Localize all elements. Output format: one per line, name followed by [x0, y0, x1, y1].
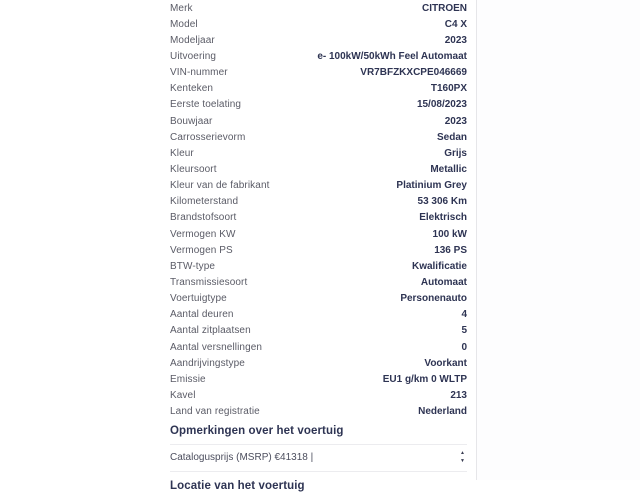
spec-label: Brandstofsoort [170, 212, 237, 224]
spec-value: 2023 [444, 115, 467, 127]
spec-value: EU1 g/km 0 WLTP [382, 373, 467, 385]
comments-text: Catalogusprijs (MSRP) €41318 | [170, 451, 314, 463]
spec-label: Vermogen PS [170, 244, 233, 256]
spec-row [170, 242, 467, 258]
spec-row [170, 145, 467, 161]
spec-row [170, 307, 467, 323]
spec-row [170, 258, 467, 274]
spec-value: 15/08/2023 [416, 99, 467, 111]
spec-value: 213 [450, 389, 467, 401]
spec-label: Carrosserievorm [170, 131, 246, 143]
spec-label: Aandrijvingstype [170, 357, 245, 369]
location-section-heading: Locatie van het voertuig [170, 479, 305, 492]
spec-row [170, 161, 467, 177]
spec-value: Kwalificatie [411, 260, 467, 272]
spec-label: Uitvoering [170, 50, 217, 62]
spec-row [170, 0, 467, 16]
spec-label: Kenteken [170, 83, 214, 95]
spec-label: Aantal versnellingen [170, 341, 263, 353]
spec-label: Kleur van de fabrikant [170, 180, 270, 192]
spec-value: 136 PS [434, 244, 467, 256]
vehicle-details-content [170, 0, 467, 492]
spec-row [170, 371, 467, 387]
spec-row [170, 32, 467, 48]
spec-label: Voertuigtype [170, 293, 227, 305]
spec-row [170, 323, 467, 339]
spec-row [170, 48, 467, 64]
spec-label: VIN-nummer [170, 67, 228, 79]
spec-row [170, 129, 467, 145]
spec-value: 0 [461, 341, 467, 353]
spec-label: Emissie [170, 373, 206, 385]
spec-value: Voorkant [424, 357, 467, 369]
spec-row [170, 291, 467, 307]
spec-value: e- 100kW/50kWh Feel Automaat [317, 50, 467, 62]
spec-row [170, 65, 467, 81]
spec-label: Transmissiesoort [170, 276, 248, 288]
spec-value: T160PX [430, 83, 467, 95]
spec-label: Kilometerstand [170, 196, 239, 208]
spec-row [170, 387, 467, 403]
spec-value: Nederland [418, 406, 467, 418]
spec-row [170, 194, 467, 210]
spec-label: Vermogen KW [170, 228, 236, 240]
spec-row [170, 355, 467, 371]
spec-row [170, 113, 467, 129]
spec-label: Merk [170, 2, 193, 14]
spec-row [170, 81, 467, 97]
scroll-down-icon[interactable]: ▼ [460, 457, 465, 464]
spec-value: CITROEN [422, 2, 467, 14]
spec-label: Kleur [170, 147, 194, 159]
comments-field[interactable] [170, 445, 467, 472]
spec-row [170, 274, 467, 290]
comments-scrollbar[interactable] [460, 451, 465, 464]
spec-value: 4 [461, 309, 467, 321]
spec-value: Grijs [444, 147, 467, 159]
spec-label: Aantal deuren [170, 309, 234, 321]
spec-label: BTW-type [170, 260, 216, 272]
spec-row [170, 210, 467, 226]
spec-row [170, 339, 467, 355]
spec-value: Automaat [420, 276, 467, 288]
comments-section-heading: Opmerkingen over het voertuig [170, 420, 467, 445]
spec-row [170, 16, 467, 32]
spec-row [170, 178, 467, 194]
spec-label: Model [170, 18, 198, 30]
spec-value: Metallic [430, 163, 467, 175]
spec-value: 100 kW [432, 228, 467, 240]
spec-value: 5 [461, 325, 467, 337]
spec-value: Platinium Grey [396, 180, 467, 192]
spec-label: Modeljaar [170, 34, 215, 46]
spec-value: Personenauto [400, 293, 467, 305]
spec-label: Bouwjaar [170, 115, 213, 127]
spec-row [170, 404, 467, 420]
spec-label: Land van registratie [170, 406, 260, 418]
vehicle-spec-table [170, 0, 467, 420]
spec-row [170, 226, 467, 242]
spec-value: 2023 [444, 34, 467, 46]
spec-value: VR7BFZKXCPE046669 [360, 67, 467, 79]
spec-value: C4 X [444, 18, 467, 30]
scroll-up-icon[interactable]: ▲ [460, 449, 465, 456]
spec-value: Sedan [436, 131, 467, 143]
spec-row [170, 97, 467, 113]
spec-label: Eerste toelating [170, 99, 242, 111]
spec-label: Aantal zitplaatsen [170, 325, 251, 337]
spec-label: Kleursoort [170, 163, 217, 175]
spec-label: Kavel [170, 389, 196, 401]
spec-value: 53 306 Km [417, 196, 467, 208]
spec-value: Elektrisch [419, 212, 467, 224]
